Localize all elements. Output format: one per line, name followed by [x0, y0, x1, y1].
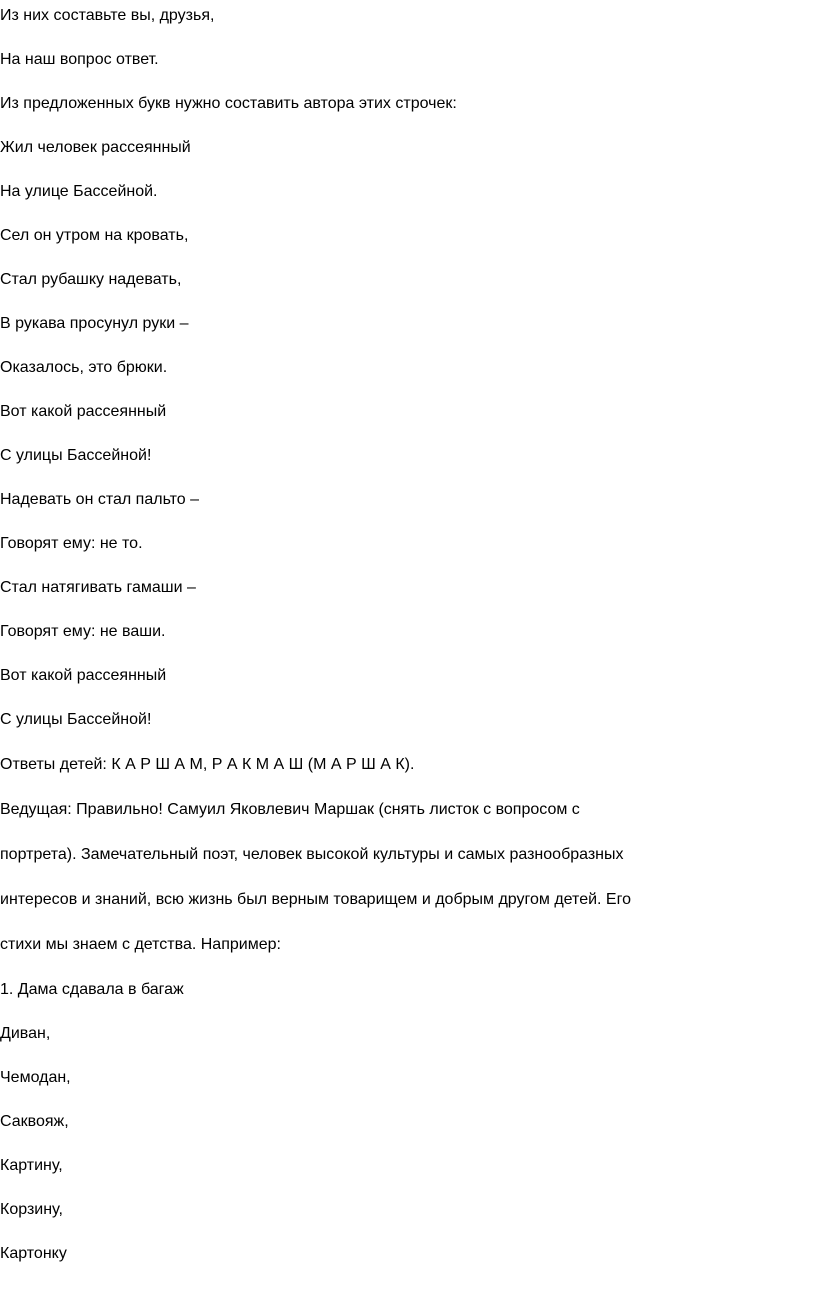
text-line: Чемодан, [0, 1069, 71, 1086]
text-line: С улицы Бассейной! [0, 447, 152, 464]
text-line: Оказалось, это брюки. [0, 359, 168, 376]
text-line: На улице Бассейной. [0, 183, 158, 200]
text-line: Стал рубашку надевать, [0, 271, 182, 288]
text-line: С улицы Бассейной! [0, 711, 152, 728]
text-line: Сел он утром на кровать, [0, 227, 189, 244]
text-line: стихи мы знаем с детства. Например: [0, 936, 281, 953]
text-line: Диван, [0, 1025, 51, 1042]
text-line: Корзину, [0, 1201, 63, 1218]
text-line: Ведущая: Правильно! Самуил Яковлевич Маршак (снять листок с вопросом с [0, 801, 580, 818]
text-line: Говорят ему: не ваши. [0, 623, 166, 640]
text-line: Картину, [0, 1157, 63, 1174]
text-line: Картонку [0, 1245, 67, 1262]
text-line: В рукава просунул руки – [0, 315, 189, 332]
text-line: Из них составьте вы, друзья, [0, 7, 215, 24]
text-line: 1. Дама сдавала в багаж [0, 981, 184, 998]
text-line: Ответы детей: К А Р Ш А М, Р А К М А Ш (М А Р Ш А К). [0, 756, 415, 773]
text-line: Вот какой рассеянный [0, 403, 167, 420]
text-line: Вот какой рассеянный [0, 667, 167, 684]
text-line: интересов и знаний, всю жизнь был верным товарищем и добрым другом детей. Его [0, 891, 631, 908]
text-line: Говорят ему: не то. [0, 535, 143, 552]
text-line: Из предложенных букв нужно составить автора этих строчек: [0, 95, 457, 112]
text-line: Надевать он стал пальто – [0, 491, 200, 508]
text-line: На наш вопрос ответ. [0, 51, 159, 68]
text-line: Саквояж, [0, 1113, 69, 1130]
text-line: портрета). Замечательный поэт, человек высокой культуры и самых разнообразных [0, 846, 624, 863]
text-line: Стал натягивать гамаши – [0, 579, 196, 596]
text-line: Жил человек рассеянный [0, 139, 191, 156]
